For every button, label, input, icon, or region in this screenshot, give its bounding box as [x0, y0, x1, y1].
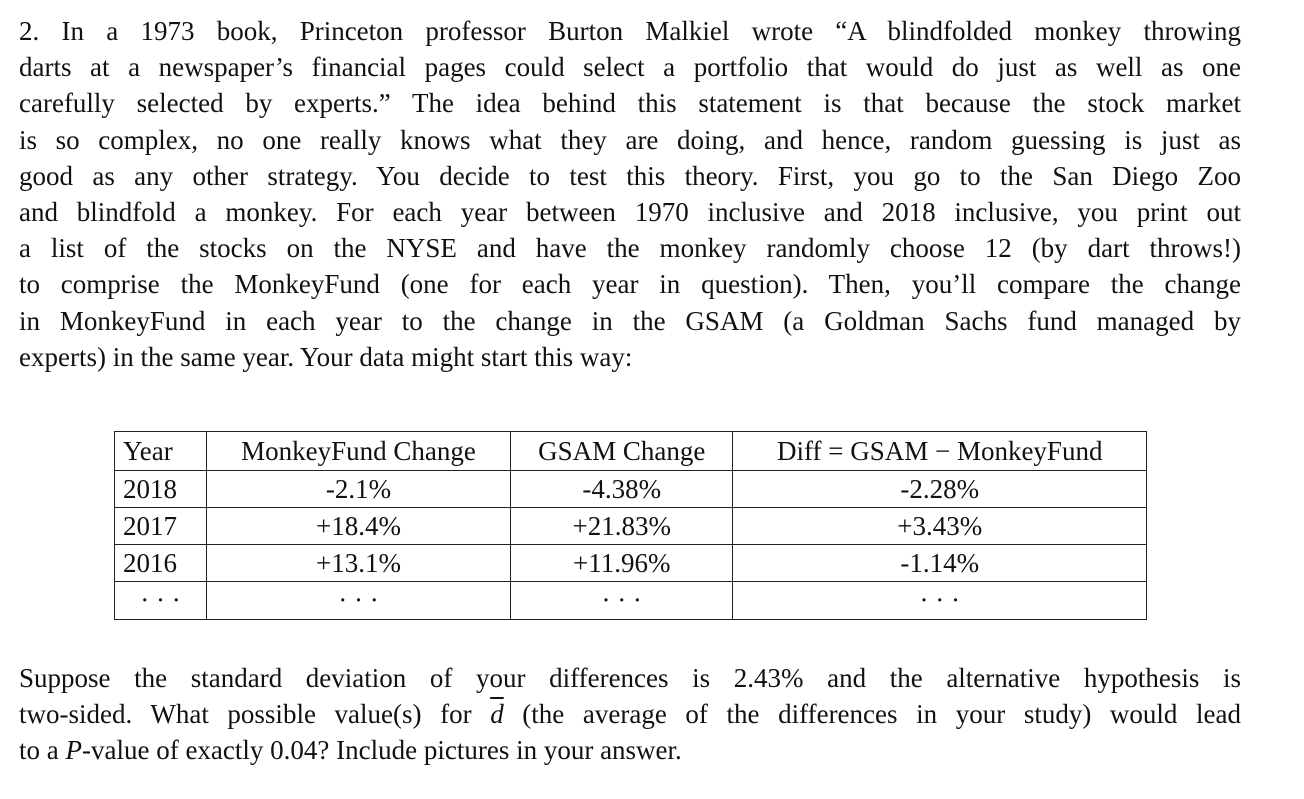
intro-line-4: is so complex, no one really knows what they are doing, and hence, random guessing is just as [19, 124, 1241, 155]
cell-year: 2016 [115, 545, 207, 582]
data-table [114, 431, 1147, 620]
intro-line-7: a list of the stocks on the NYSE and have the monkey randomly choose 12 (by dart throws!) [19, 233, 1241, 264]
cell-monkeyfund: +13.1% [207, 545, 511, 582]
question-paragraph [19, 660, 1241, 769]
header-gsam-change: GSAM Change [510, 432, 732, 471]
table-row [115, 545, 1147, 582]
question-line-3 [19, 732, 1241, 768]
intro-line-8: to comprise the MonkeyFund (one for each year in question). Then, you’ll compare the change [19, 269, 1241, 300]
intro-line-10: experts) in the same year. Your data might start this way: [19, 341, 633, 372]
cell-gsam: -4.38% [510, 471, 732, 508]
header-diff: Diff = GSAM − MonkeyFund [733, 432, 1147, 471]
table-row [115, 471, 1147, 508]
cell-year: 2017 [115, 508, 207, 545]
cell-diff: -2.28% [733, 471, 1147, 508]
intro-line-6: and blindfold a monkey. For each year between 1970 inclusive and 2018 inclusive, you print out [19, 197, 1241, 228]
question-line-2-text-a: two-sided. What possible value(s) for [19, 699, 491, 730]
intro-line-3: carefully selected by experts.” The idea behind this statement is that because the stock market [19, 88, 1241, 119]
question-line-2-text-b: (the average of the differences in your study) would lead [503, 699, 1241, 730]
d-bar-symbol: $\overline{d}$ [490, 699, 504, 730]
intro-line-9: in MonkeyFund in each year to the change in the GSAM (a Goldman Sachs fund managed by [19, 305, 1241, 336]
table-header-row [115, 432, 1147, 471]
cell-ellipsis: · · · [733, 582, 1147, 620]
question-line-3-text-b: -value of exactly 0.04? Include pictures in your answer. [82, 735, 682, 766]
header-year: Year [115, 432, 207, 471]
cell-ellipsis: · · · [207, 582, 511, 620]
cell-diff: +3.43% [733, 508, 1147, 545]
cell-ellipsis: · · · [510, 582, 732, 620]
problem-intro-paragraph [19, 13, 1241, 375]
cell-monkeyfund: +18.4% [207, 508, 511, 545]
intro-line-1: 2. In a 1973 book, Princeton professor Burton Malkiel wrote “A blindfolded monkey throwing [19, 16, 1241, 46]
p-symbol: P [65, 735, 82, 766]
header-monkeyfund-change: MonkeyFund Change [207, 432, 511, 471]
cell-diff: -1.14% [733, 545, 1147, 582]
question-line-3-text-a: to a [19, 735, 66, 766]
cell-monkeyfund: -2.1% [207, 471, 511, 508]
cell-gsam: +21.83% [510, 508, 732, 545]
cell-gsam: +11.96% [510, 545, 732, 582]
table-row [115, 508, 1147, 545]
question-line-1: Suppose the standard deviation of your differences is 2.43% and the alternative hypothesis is [19, 663, 1241, 693]
question-line-2 [19, 696, 1241, 732]
cell-year: 2018 [115, 471, 207, 508]
intro-line-5: good as any other strategy. You decide to test this theory. First, you go to the San Diego Zoo [19, 160, 1241, 191]
cell-ellipsis: · · · [115, 582, 207, 620]
intro-line-2: darts at a newspaper’s financial pages could select a portfolio that would do just as well as one [19, 52, 1241, 83]
table-ellipsis-row [115, 582, 1147, 620]
